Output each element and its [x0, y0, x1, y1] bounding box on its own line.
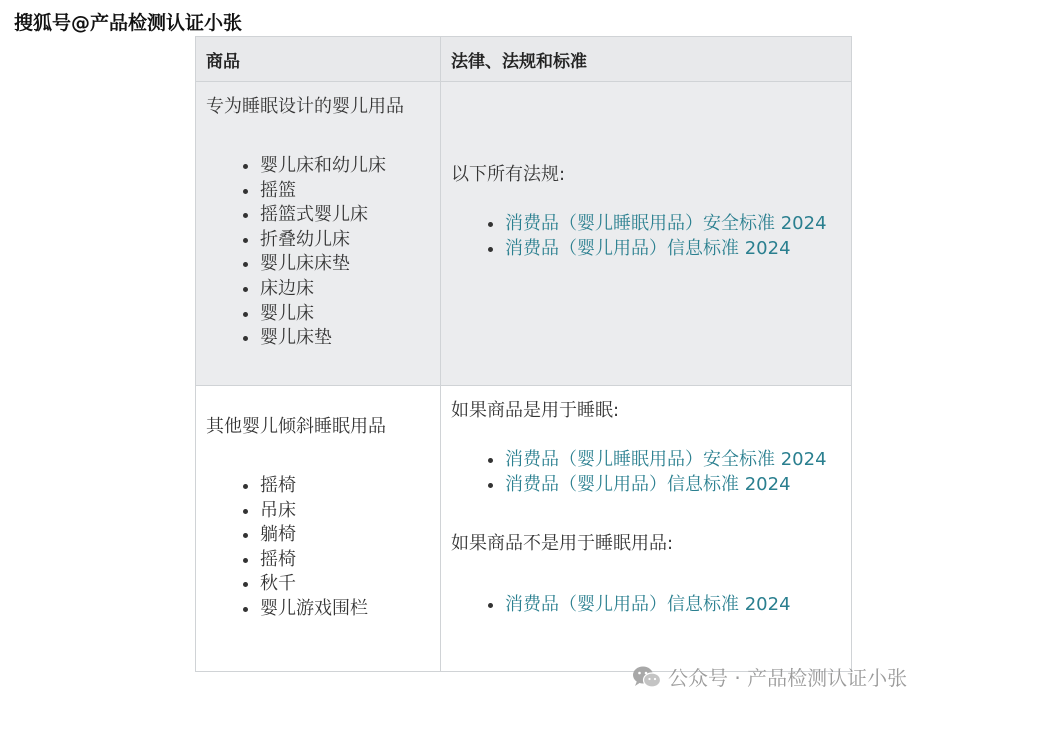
laws-intro-nonsleep: 如果商品不是用于睡眠用品: — [451, 533, 674, 555]
product-list — [206, 474, 430, 622]
laws-list — [451, 448, 841, 497]
table-row — [196, 386, 852, 672]
table-header-row — [196, 37, 852, 82]
watermark-text: 公众号 · 产品检测认证小张 — [668, 666, 908, 690]
laws-list — [451, 212, 841, 261]
list-item: • 婴儿游戏围栏 — [260, 597, 430, 622]
list-item: • 摇椅 — [260, 548, 430, 573]
list-item: • 床边床 — [260, 277, 430, 302]
product-cell — [196, 386, 441, 672]
laws-intro: 以下所有法规: — [451, 164, 566, 185]
list-item: • 婴儿床和幼儿床 — [260, 154, 430, 179]
list-item: • 婴儿床 — [260, 302, 430, 327]
list-item: • 摇椅 — [260, 474, 430, 499]
source-watermark: 搜狐号@产品检测认证小张 — [14, 12, 243, 34]
table-row — [196, 82, 852, 386]
law-link[interactable]: • 消费品（婴儿睡眠用品）安全标准 2024 — [505, 448, 841, 473]
list-item: • 秋千 — [260, 572, 430, 597]
laws-cell — [441, 386, 852, 672]
wechat-watermark — [632, 662, 907, 691]
law-link[interactable]: • 消费品（婴儿睡眠用品）安全标准 2024 — [505, 212, 841, 237]
list-item: • 折叠幼儿床 — [260, 228, 430, 253]
list-item: • 摇篮 — [260, 179, 430, 204]
wechat-icon — [632, 665, 662, 689]
category-title: 专为睡眠设计的婴儿用品 — [206, 96, 404, 117]
header-product: 商品 — [196, 37, 441, 82]
laws-list — [451, 593, 841, 618]
product-cell — [196, 82, 441, 386]
list-item: • 躺椅 — [260, 523, 430, 548]
list-item: • 吊床 — [260, 499, 430, 524]
laws-intro-sleep: 如果商品是用于睡眠: — [451, 400, 620, 421]
category-title: 其他婴儿倾斜睡眠用品 — [206, 416, 386, 437]
product-list — [206, 154, 430, 351]
law-link[interactable]: • 消费品（婴儿用品）信息标准 2024 — [505, 237, 841, 262]
header-laws: 法律、法规和标准 — [441, 37, 852, 82]
law-link[interactable]: • 消费品（婴儿用品）信息标准 2024 — [505, 593, 841, 618]
laws-cell — [441, 82, 852, 386]
list-item: • 摇篮式婴儿床 — [260, 203, 430, 228]
list-item: • 婴儿床垫 — [260, 326, 430, 351]
regulations-table — [195, 36, 852, 672]
list-item: • 婴儿床床垫 — [260, 252, 430, 277]
law-link[interactable]: • 消费品（婴儿用品）信息标准 2024 — [505, 473, 841, 498]
